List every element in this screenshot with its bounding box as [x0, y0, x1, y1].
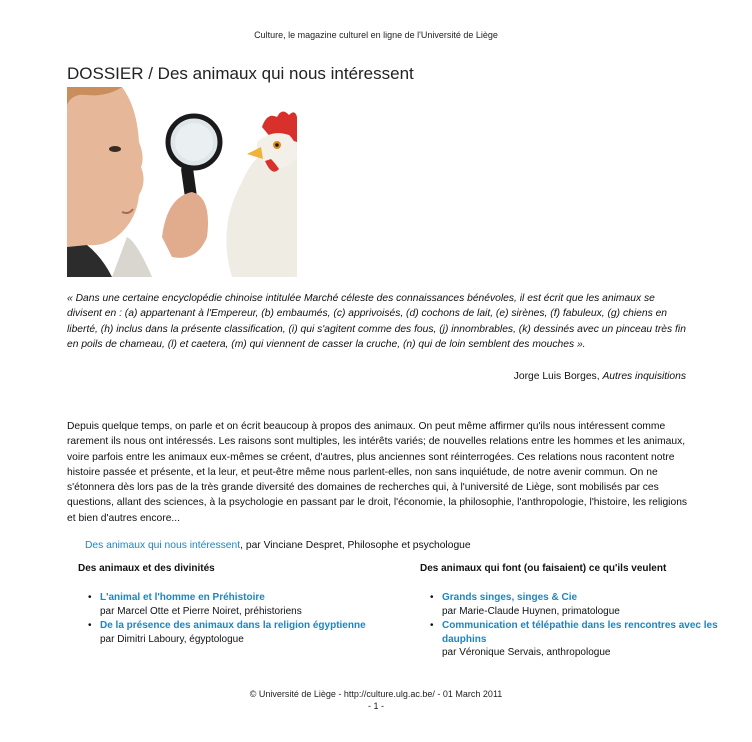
article-link-prehistoire[interactable]: L'animal et l'homme en Préhistoire: [100, 592, 265, 603]
article-list: [420, 591, 740, 660]
column-animaux-libres: [420, 563, 740, 661]
article-author: par Véronique Servais, anthropologue: [442, 647, 611, 658]
quote-attribution: [514, 371, 686, 382]
bullet-icon: •: [430, 620, 434, 631]
list-item: [420, 591, 740, 618]
article-photo: [67, 87, 297, 277]
copyright-line: © Université de Liège - http://culture.ulg.ac.be/ - 01 March 2011: [249, 689, 503, 699]
column-heading: Des animaux et des divinités: [78, 563, 215, 574]
list-item: [78, 591, 398, 618]
quote-author: Jorge Luis Borges,: [513, 371, 600, 382]
column-divinites: [78, 563, 398, 647]
article-link-singes[interactable]: Grands singes, singes & Cie: [442, 592, 578, 603]
page-footer: [0, 688, 752, 712]
man-and-hen-illustration: [67, 87, 297, 277]
feature-article-link[interactable]: Des animaux qui nous intéressent: [85, 540, 241, 551]
article-list: [78, 591, 398, 646]
bullet-icon: •: [88, 620, 92, 631]
article-link-egyptienne[interactable]: De la présence des animaux dans la religion égyptienne: [100, 620, 366, 631]
bullet-icon: •: [88, 592, 92, 603]
list-item: [420, 619, 740, 660]
feature-byline: , par Vinciane Despret, Philosophe et psychologue: [240, 540, 471, 551]
bullet-icon: •: [430, 592, 434, 603]
page-title: DOSSIER / Des animaux qui nous intéressent: [67, 64, 414, 83]
column-heading: Des animaux qui font (ou faisaient) ce qu'ils veulent: [420, 563, 667, 574]
article-author: par Marie-Claude Huynen, primatologue: [442, 605, 620, 617]
article-link-dauphins[interactable]: Communication et télépathie dans les rencontres avec les dauphins: [442, 620, 718, 645]
quote-book: Autres inquisitions: [602, 371, 686, 382]
intro-paragraph: Depuis quelque temps, on parle et on écrit beaucoup à propos des animaux. On peut même affirmer qu'ils nous intéressent comme rarement ils nous ont intéressés. Les raisons sont multiples, les intérêts variés; de nouvelles relations entre les hommes et les animaux, voire parfois entre les animaux eux-mêmes se créent, d'autres, plus anciennes sont réinterrogées. Ces relations nous racontent notre histoire passée et présente, et la leur, et peut-être même nous parlent-elles, non sans inquiétude, de notre avenir commun. On ne s'étonnera dès lors pas de la très grande diversité des domaines de recherches qui, à l'université de Liège, sont mobilisés par ces questions, allant des sciences, à la psychologie en passant par le droit, l'économie, la philosophie, l'anthropologie, l'histoire, les religions et bien d'autres encore...: [67, 421, 688, 524]
borges-quote: « Dans une certaine encyclopédie chinoise intitulée Marché céleste des connaissances bénévoles, il est écrit que les animaux se divisent en : (a) appartenant à l'Empereur, (b) embaumés, (c) apprivoisés, (d) cochons de lait, (e) sirènes, (f) fabuleux, (g) chiens en liberté, (h) inclus dans la présente classification, (i) qui s'agitent comme des fous, (j) innombrables, (k) dessinés avec un pinceau très fin en poils de chameau, (l) et caetera, (m) qui viennent de casser la cruche, (n) qui de loin semblent des mouches ».: [67, 293, 686, 350]
page-number: - 1 -: [367, 701, 384, 711]
masthead: Culture, le magazine culturel en ligne de l'Université de Liège: [254, 30, 498, 40]
feature-line: [85, 540, 471, 551]
article-author: par Marcel Otte et Pierre Noiret, préhistoriens: [100, 605, 302, 617]
list-item: [78, 619, 398, 646]
article-author: par Dimitri Laboury, égyptologue: [100, 633, 244, 645]
